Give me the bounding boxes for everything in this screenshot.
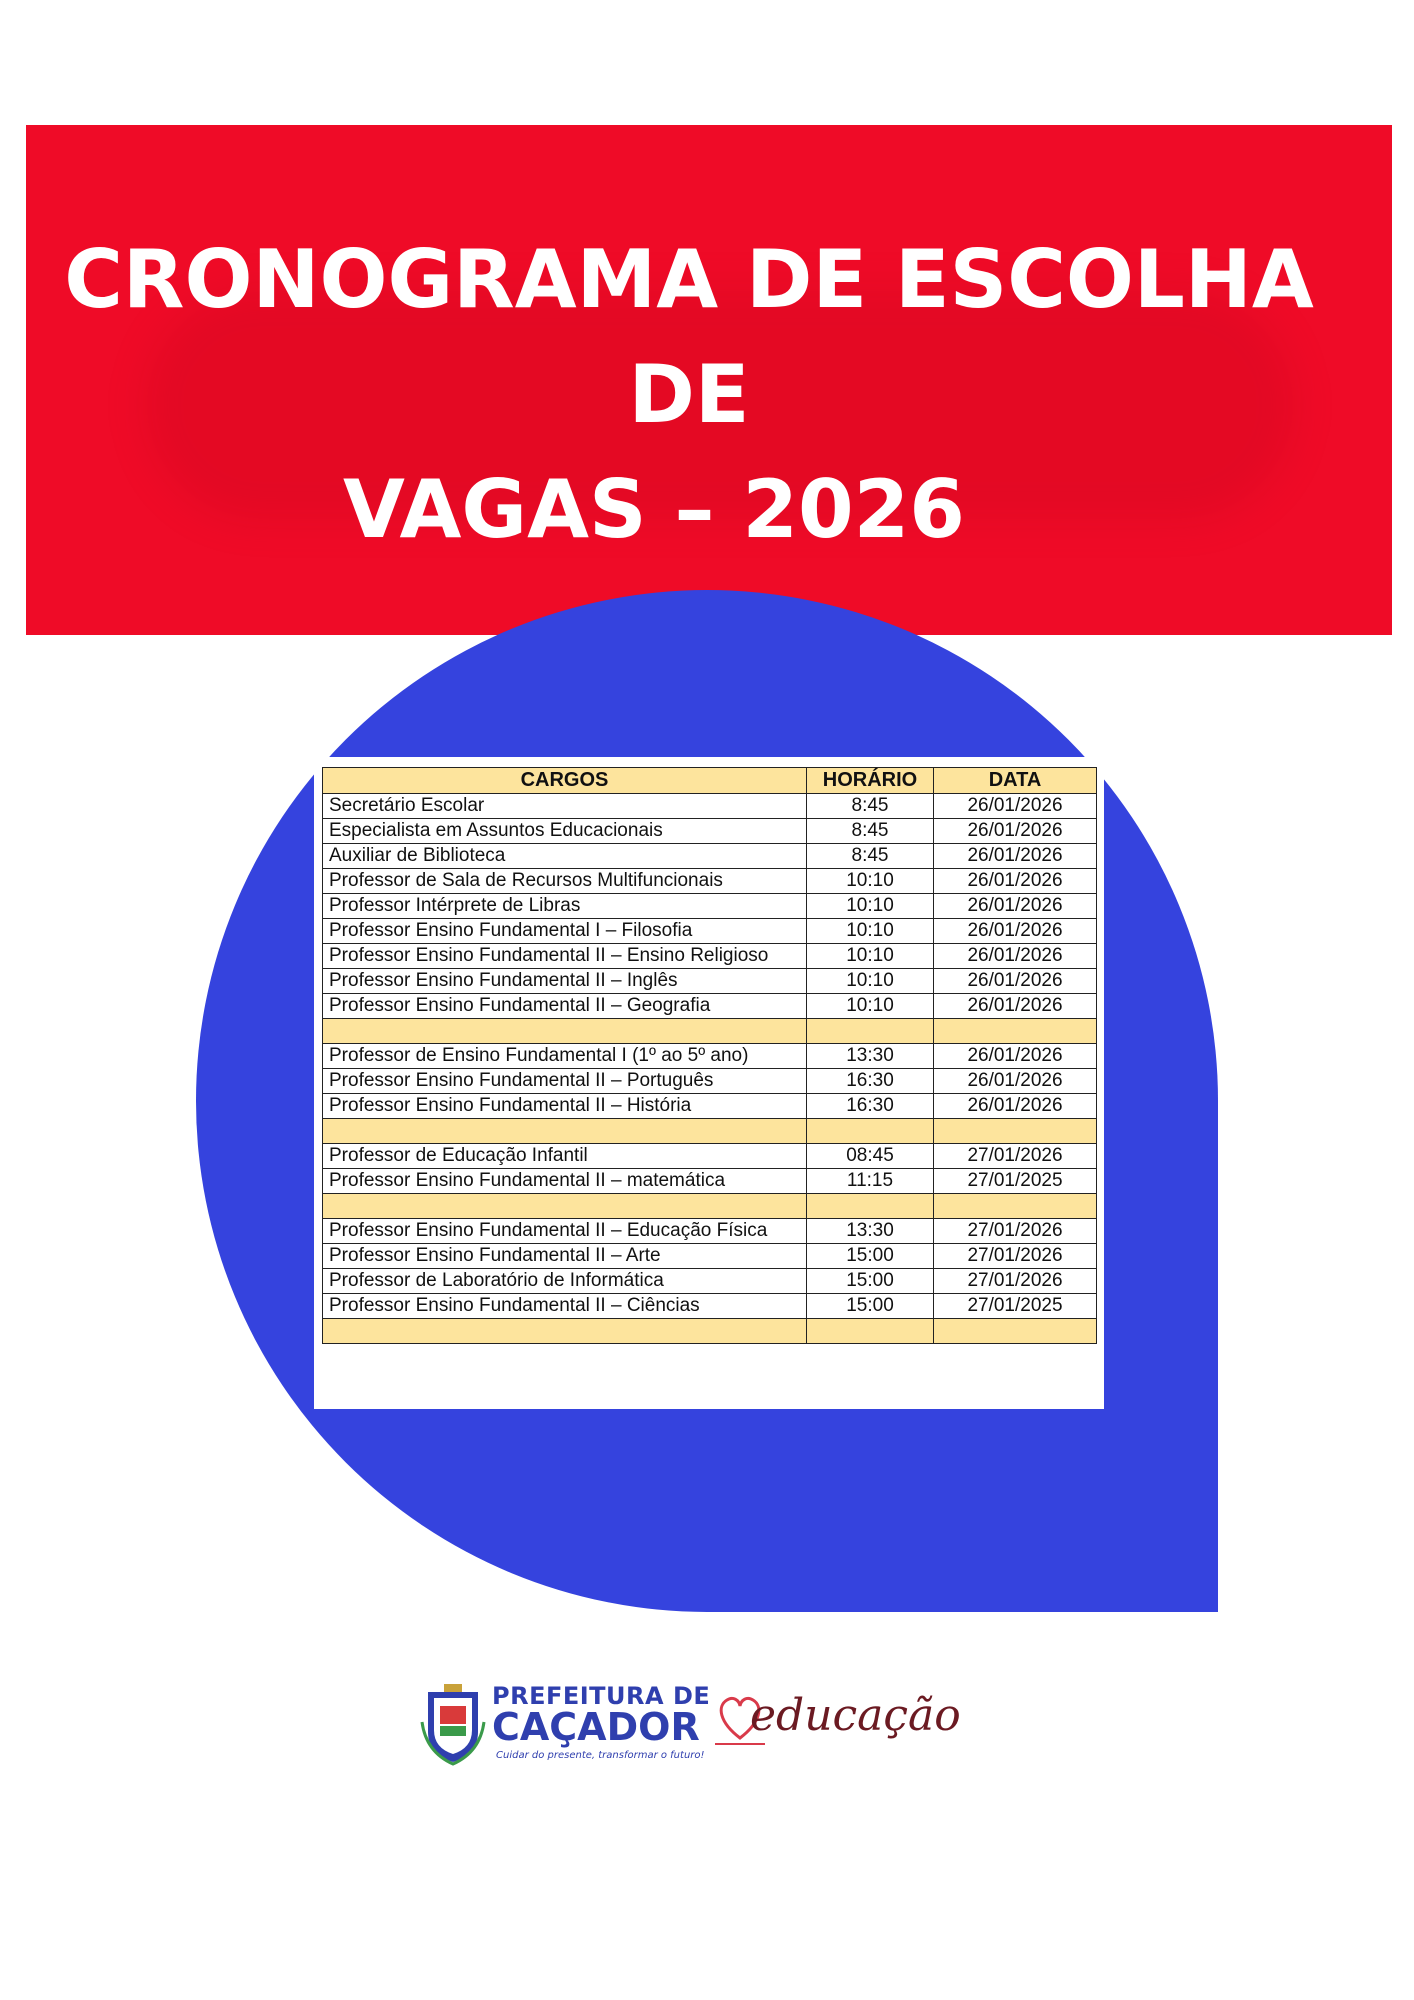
page-title	[26, 222, 1392, 567]
table-row	[323, 919, 1097, 944]
spacer-row	[323, 1119, 1097, 1144]
city-slogan: Cuidar do presente, transformar o futuro!	[496, 1750, 705, 1761]
horario-cell: 11:15	[807, 1169, 934, 1194]
table-row	[323, 994, 1097, 1019]
horario-cell: 08:45	[807, 1144, 934, 1169]
cargo-cell: Professor Ensino Fundamental II – Geografia	[323, 994, 807, 1019]
cargo-cell: Professor de Educação Infantil	[323, 1144, 807, 1169]
cargo-cell: Professor Intérprete de Libras	[323, 894, 807, 919]
data-cell: 26/01/2026	[934, 994, 1097, 1019]
horario-cell: 10:10	[807, 994, 934, 1019]
data-cell: 26/01/2026	[934, 819, 1097, 844]
horario-cell: 13:30	[807, 1044, 934, 1069]
spacer-row	[323, 1319, 1097, 1344]
spacer-cell	[934, 1319, 1097, 1344]
data-cell: 26/01/2026	[934, 1044, 1097, 1069]
data-cell: 26/01/2026	[934, 969, 1097, 994]
cargo-cell: Professor Ensino Fundamental II – Inglês	[323, 969, 807, 994]
table-row	[323, 1219, 1097, 1244]
cargo-cell: Professor Ensino Fundamental II – matemática	[323, 1169, 807, 1194]
column-header-cargos: CARGOS	[323, 768, 807, 794]
schedule-card	[314, 757, 1104, 1409]
horario-cell: 15:00	[807, 1244, 934, 1269]
cargo-cell: Secretário Escolar	[323, 794, 807, 819]
data-cell: 27/01/2026	[934, 1219, 1097, 1244]
data-cell: 26/01/2026	[934, 1069, 1097, 1094]
title-line-2: VAGAS – 2026	[343, 463, 965, 556]
cargo-cell: Professor Ensino Fundamental I – Filosofia	[323, 919, 807, 944]
data-cell: 27/01/2026	[934, 1269, 1097, 1294]
spacer-cell	[807, 1019, 934, 1044]
data-cell: 26/01/2026	[934, 919, 1097, 944]
educacao-logo: educação	[750, 1690, 961, 1741]
table-header-row	[323, 768, 1097, 794]
spacer-row	[323, 1194, 1097, 1219]
spacer-row	[323, 1019, 1097, 1044]
data-cell: 26/01/2026	[934, 844, 1097, 869]
horario-cell: 16:30	[807, 1094, 934, 1119]
data-cell: 26/01/2026	[934, 794, 1097, 819]
table-row	[323, 894, 1097, 919]
table-row	[323, 969, 1097, 994]
spacer-cell	[807, 1194, 934, 1219]
table-row	[323, 1269, 1097, 1294]
city-crest-icon	[420, 1682, 486, 1766]
table-row	[323, 869, 1097, 894]
spacer-cell	[934, 1019, 1097, 1044]
data-cell: 27/01/2025	[934, 1169, 1097, 1194]
spacer-cell	[323, 1194, 807, 1219]
spacer-cell	[323, 1019, 807, 1044]
title-line-1: CRONOGRAMA DE ESCOLHA DE	[64, 233, 1314, 441]
column-header-horario: HORÁRIO	[807, 768, 934, 794]
cargo-cell: Professor Ensino Fundamental II – Arte	[323, 1244, 807, 1269]
data-cell: 27/01/2026	[934, 1244, 1097, 1269]
prefeitura-label: PREFEITURA DE	[492, 1682, 711, 1710]
cargo-cell: Especialista em Assuntos Educacionais	[323, 819, 807, 844]
horario-cell: 10:10	[807, 944, 934, 969]
column-header-data: DATA	[934, 768, 1097, 794]
data-cell: 27/01/2026	[934, 1144, 1097, 1169]
spacer-cell	[323, 1119, 807, 1144]
horario-cell: 10:10	[807, 894, 934, 919]
cargo-cell: Professor de Laboratório de Informática	[323, 1269, 807, 1294]
table-row	[323, 819, 1097, 844]
data-cell: 26/01/2026	[934, 894, 1097, 919]
table-row	[323, 844, 1097, 869]
horario-cell: 10:10	[807, 919, 934, 944]
data-cell: 26/01/2026	[934, 1094, 1097, 1119]
cargo-cell: Professor Ensino Fundamental II – Ciências	[323, 1294, 807, 1319]
horario-cell: 10:10	[807, 969, 934, 994]
table-row	[323, 1144, 1097, 1169]
spacer-cell	[934, 1194, 1097, 1219]
table-row	[323, 794, 1097, 819]
cargo-cell: Professor de Ensino Fundamental I (1º ao 5º ano)	[323, 1044, 807, 1069]
cargo-cell: Professor de Sala de Recursos Multifuncionais	[323, 869, 807, 894]
data-cell: 26/01/2026	[934, 944, 1097, 969]
horario-cell: 8:45	[807, 819, 934, 844]
horario-cell: 15:00	[807, 1269, 934, 1294]
table-row	[323, 1294, 1097, 1319]
table-row	[323, 944, 1097, 969]
horario-cell: 8:45	[807, 844, 934, 869]
horario-cell: 16:30	[807, 1069, 934, 1094]
schedule-table	[322, 767, 1097, 1344]
horario-cell: 8:45	[807, 794, 934, 819]
horario-cell: 10:10	[807, 869, 934, 894]
table-row	[323, 1169, 1097, 1194]
data-cell: 26/01/2026	[934, 869, 1097, 894]
horario-cell: 15:00	[807, 1294, 934, 1319]
cargo-cell: Professor Ensino Fundamental II – Ensino Religioso	[323, 944, 807, 969]
table-row	[323, 1244, 1097, 1269]
data-cell: 27/01/2025	[934, 1294, 1097, 1319]
table-row	[323, 1094, 1097, 1119]
city-name: CAÇADOR	[492, 1705, 700, 1749]
footer-logos	[420, 1680, 1000, 1770]
cargo-cell: Professor Ensino Fundamental II – Português	[323, 1069, 807, 1094]
spacer-cell	[323, 1319, 807, 1344]
cargo-cell: Professor Ensino Fundamental II – História	[323, 1094, 807, 1119]
table-row	[323, 1044, 1097, 1069]
cargo-cell: Professor Ensino Fundamental II – Educação Física	[323, 1219, 807, 1244]
spacer-cell	[934, 1119, 1097, 1144]
spacer-cell	[807, 1319, 934, 1344]
spacer-cell	[807, 1119, 934, 1144]
table-row	[323, 1069, 1097, 1094]
cargo-cell: Auxiliar de Biblioteca	[323, 844, 807, 869]
horario-cell: 13:30	[807, 1219, 934, 1244]
